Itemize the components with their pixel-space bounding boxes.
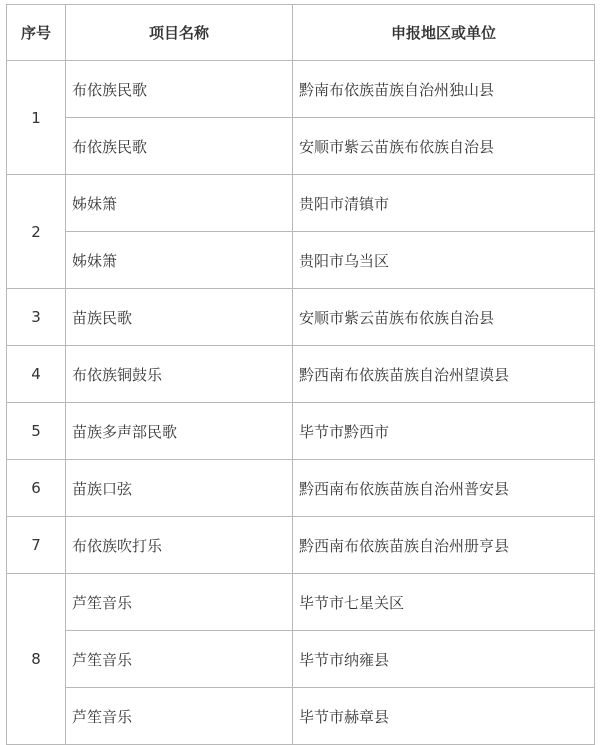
- table-row: [7, 289, 595, 346]
- table-row: [7, 517, 595, 574]
- region-cell: 毕节市黔西市: [293, 403, 595, 460]
- region-cell: 毕节市赫章县: [293, 688, 595, 745]
- region-cell: 黔西南布依族苗族自治州册亨县: [293, 517, 595, 574]
- table-row: [7, 61, 595, 118]
- table-row: [7, 631, 595, 688]
- row-index: 5: [7, 403, 66, 460]
- project-name-cell: 苗族多声部民歌: [66, 403, 293, 460]
- table-row: [7, 460, 595, 517]
- heritage-table-container: [6, 4, 594, 745]
- row-index: 6: [7, 460, 66, 517]
- header-index: 序号: [7, 5, 66, 61]
- row-index: 7: [7, 517, 66, 574]
- project-name-cell: 姊妹箫: [66, 175, 293, 232]
- header-region: 申报地区或单位: [293, 5, 595, 61]
- header-project-name: 项目名称: [66, 5, 293, 61]
- region-cell: 黔南布依族苗族自治州独山县: [293, 61, 595, 118]
- table-row: [7, 688, 595, 745]
- header-row: [7, 5, 595, 61]
- project-name-cell: 布依族民歌: [66, 118, 293, 175]
- project-name-cell: 芦笙音乐: [66, 574, 293, 631]
- heritage-project-table: [6, 4, 595, 745]
- row-index: 1: [7, 61, 66, 175]
- region-cell: 安顺市紫云苗族布依族自治县: [293, 289, 595, 346]
- region-cell: 黔西南布依族苗族自治州望谟县: [293, 346, 595, 403]
- project-name-cell: 苗族口弦: [66, 460, 293, 517]
- project-name-cell: 姊妹箫: [66, 232, 293, 289]
- table-row: [7, 232, 595, 289]
- region-cell: 贵阳市乌当区: [293, 232, 595, 289]
- row-index: 8: [7, 574, 66, 745]
- region-cell: 毕节市纳雍县: [293, 631, 595, 688]
- table-row: [7, 574, 595, 631]
- row-index: 4: [7, 346, 66, 403]
- row-index: 2: [7, 175, 66, 289]
- project-name-cell: 苗族民歌: [66, 289, 293, 346]
- project-name-cell: 布依族民歌: [66, 61, 293, 118]
- row-index: 3: [7, 289, 66, 346]
- table-row: [7, 403, 595, 460]
- region-cell: 安顺市紫云苗族布依族自治县: [293, 118, 595, 175]
- table-row: [7, 118, 595, 175]
- project-name-cell: 芦笙音乐: [66, 631, 293, 688]
- table-header: [7, 5, 595, 61]
- table-row: [7, 346, 595, 403]
- region-cell: 贵阳市清镇市: [293, 175, 595, 232]
- table-row: [7, 175, 595, 232]
- region-cell: 黔西南布依族苗族自治州普安县: [293, 460, 595, 517]
- table-body: [7, 61, 595, 745]
- project-name-cell: 布依族吹打乐: [66, 517, 293, 574]
- project-name-cell: 布依族铜鼓乐: [66, 346, 293, 403]
- region-cell: 毕节市七星关区: [293, 574, 595, 631]
- project-name-cell: 芦笙音乐: [66, 688, 293, 745]
